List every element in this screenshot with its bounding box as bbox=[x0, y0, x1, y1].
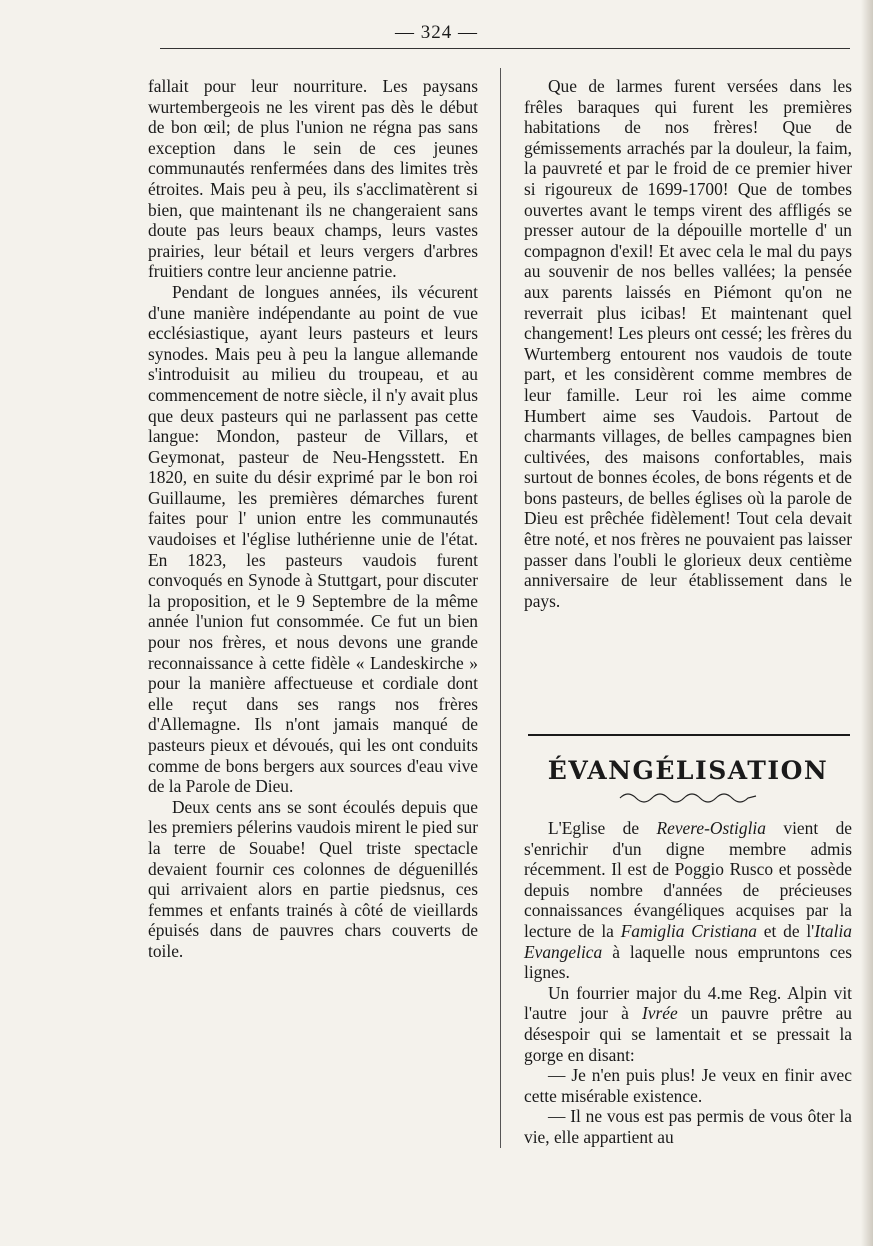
paragraph: Un fourrier major du 4.me Reg. Alpin vit l'autre jour à Ivrée un pauvre prêtre au désespoir qui se lamentait et se pressait la gorge en disant: bbox=[524, 982, 852, 1065]
paragraph: Pendant de longues années, ils vécurent d'une manière indépendante au point de vue ecclésiastique, ayant leurs pasteurs et leurs synodes. Mais peu à peu la langue allemande s'introduisit au milieu du troupeau, et au commencement de notre siècle, il n'y avait plus que deux pasteurs qui ne parlassent pas cette langue: Mondon, pasteur de Villars, et Geymonat, pasteur de Neu-Hengsstett. En 1820, en suite du désir exprimé par le bon roi Guillaume, les premières démarches furent faites pour l' union entre les communautés vaudoises et l'église luthérienne unie de l'état. En 1823, les pasteurs vaudois furent convoqués en Synode à Stuttgart, pour discuter la proposition, et le 9 Septembre de la même année l'union fut consommée. Ce fut un bien pour nos frères, et nous devons une grande reconnaissance à cette fidèle « Landeskirche » pour la manière affectueuse et cordiale dont elle reçut dans ses rangs nos frères d'Allemagne. Ils n'ont jamais manqué de pasteurs pieux et dévoués, qui les ont conduits comme de bons bergers aux sources d'eau vive de la Parole de Dieu. bbox=[148, 281, 478, 797]
journal-name: Famiglia Cristiana bbox=[620, 920, 757, 941]
journal-name: Italia Evangelica bbox=[524, 920, 852, 962]
section-rule bbox=[528, 734, 850, 736]
page-edge-shadow bbox=[861, 0, 873, 1246]
evangelisation-text bbox=[524, 818, 852, 1148]
paragraph: — Il ne vous est pas permis de vous ôter la vie, elle appartient au bbox=[524, 1106, 852, 1147]
paragraph: Deux cents ans se sont écoulés depuis que les premiers pélerins vaudois mirent le pied sur la terre de Souabe! Quel triste spectacle devaient fournir ces colonnes de déguenillés qui arrivaient alors en partie piedsnus, ces femmes et enfants trainés à côté de vieillards épuisés dans de pauvres chars couverts de toile. bbox=[148, 796, 478, 961]
section-title: ÉVANGÉLISATION bbox=[547, 756, 829, 785]
column-divider bbox=[500, 68, 501, 1148]
place-name: Revere-Ostiglia bbox=[656, 818, 766, 838]
paragraph: fallait pour leur nourriture. Les paysans wurtembergeois ne les virent pas dès le début de bon œil; de plus l'union ne régna pas sans exception dans le sein de ces jeunes communautés renfermées dans des limites très étroites. Mais peu à peu, ils s'acclimatèrent si bien, que maintenant ils ne changeraient sans doute pas leurs beaux champs, leurs vastes prairies, leur bétail et leurs vergers d'arbres fruitiers contre leur ancienne patrie. bbox=[148, 76, 478, 282]
right-column bbox=[524, 76, 852, 611]
paragraph: Que de larmes furent versées dans les frêles baraques qui furent les premières habitations de nos frères! Que de gémissements arrachés par la douleur, la faim, la pauvreté et par le froid de ce premier hiver si rigoureux de 1699-1700! Que de tombes ouvertes avant le temps virent des affligés se presser autour de la dépouille mortelle d' un compagnon d'exil! Et avec cela le mal du pays au souvenir de nos belles vallées; la pensée aux parents laissés en Piémont qu'on ne reverrait plus icibas! Et maintenant quel changement! Les pleurs ont cessé; les frères du Wurtemberg entourent nos vaudois de toute part, et les considèrent comme membres de leur famille. Leur roi les aime comme Humbert aime ses Vaudois. Partout de charmants villages, de belles campagnes bien cultivées, des maisons confortables, mais surtout de bonnes écoles, de bons régents et de bons pasteurs, de belles églises où la parole de Dieu est prêchée fidèlement! Tout cela devait être noté, et nos frères ne pouvaient pas laisser passer dans l'oubli le glorieux deux centième anniversaire de leur établissement dans le pays. bbox=[524, 76, 852, 611]
left-column bbox=[148, 76, 478, 962]
place-name: Ivrée bbox=[641, 1003, 678, 1024]
ornament-flourish bbox=[618, 788, 758, 804]
paragraph: L'Eglise de Revere-Ostiglia vient de s'enrichir d'un digne membre admis récemment. Il est de Poggio Rusco et possède depuis nombre d'années de précieuses connaissances évangéliques acquises par la lecture de la Famiglia Cristiana et de l'Italia Evangelica à laquelle nous empruntons ces lignes. bbox=[524, 818, 852, 983]
page-number: — 324 — bbox=[395, 22, 478, 43]
header-rule bbox=[160, 48, 850, 49]
paragraph: — Je n'en puis plus! Je veux en finir avec cette misérable existence. bbox=[524, 1065, 852, 1106]
